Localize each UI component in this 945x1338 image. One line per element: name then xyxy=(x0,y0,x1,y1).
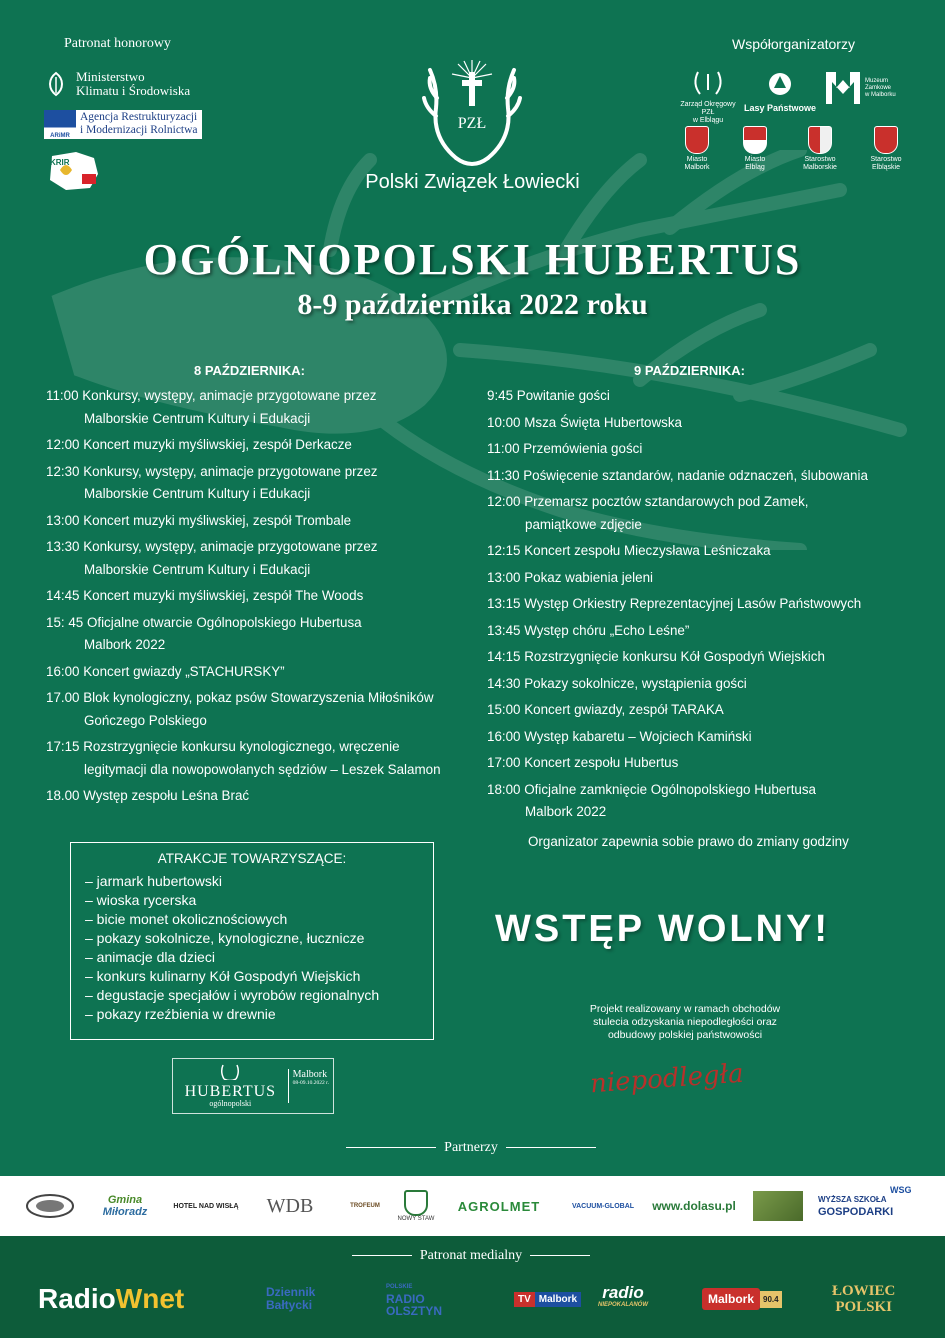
tv-badge: TV xyxy=(514,1292,535,1307)
muzeum-line1: Muzeum xyxy=(865,77,889,84)
partners-label xyxy=(330,1140,612,1156)
hubertus-logo-sub: ogólnopolski xyxy=(209,1099,252,1108)
wsg-line1: WYŻSZA SZKOŁA xyxy=(818,1195,887,1204)
partner-hotel-nad-wisla: HOTEL NAD WISŁĄ xyxy=(173,1202,239,1210)
olsztyn-line2: RADIO xyxy=(386,1292,425,1306)
partner-gmina-miloradz xyxy=(92,1176,158,1236)
malbork-crest-icon xyxy=(685,126,709,154)
project-line2: stulecia odzyskania niepodległości oraz xyxy=(593,1016,777,1028)
day1-item: 11:00 Konkursy, występy, animacje przygotowane przez xyxy=(46,388,377,403)
day2-item-continuation: pamiątkowe zdjęcie xyxy=(525,516,642,532)
olsztyn-line3: OLSZTYN xyxy=(386,1304,442,1318)
partner-wdb: WDB xyxy=(266,1194,314,1217)
project-note xyxy=(540,1003,830,1042)
partner-forest-photo xyxy=(752,1176,804,1236)
attraction-item: – jarmark hubertowski xyxy=(85,873,222,889)
partners-strip xyxy=(0,1176,945,1236)
day1-item: 16:00 Koncert gwiazdy „STACHURSKY” xyxy=(46,663,285,679)
partner-agrolmet: AGROLMET xyxy=(457,1198,541,1214)
zarzad-okregowy-logo xyxy=(678,70,738,125)
media-dziennik-baltycki xyxy=(266,1276,315,1322)
partners-label-text: Partnerzy xyxy=(444,1140,498,1155)
media-radio-wnet xyxy=(38,1276,184,1322)
niepokalanow-line1: radio xyxy=(602,1283,644,1302)
free-entry: WSTĘP WOLNY! xyxy=(495,908,831,950)
media-radio-malbork xyxy=(702,1276,782,1322)
media-label xyxy=(330,1248,612,1264)
day1-item-continuation: legitymacji dla nowopowołanych sędziów – Leszek Salamon xyxy=(84,761,441,777)
starostwo-malborskie-crest-icon xyxy=(808,126,832,154)
day2-item: 14:30 Pokazy sokolnicze, wystąpienia gości xyxy=(487,675,747,691)
day1-item: 18.00 Występ zespołu Leśna Brać xyxy=(46,788,250,803)
ministry-logo xyxy=(44,70,190,98)
ministry-emblem-icon xyxy=(44,71,68,97)
arimr-logo xyxy=(44,110,202,139)
event-title: OGÓLNOPOLSKI HUBERTUS xyxy=(143,235,802,284)
ministry-name-line2: Klimatu i Środowiska xyxy=(76,83,191,98)
day2-item: 13:15 Występ Orkiestry Reprezentacyjnej Lasów Państwowych xyxy=(487,596,862,611)
wsg-abbr: WSG xyxy=(890,1185,912,1195)
media-label-text: Patronat medialny xyxy=(419,1248,523,1263)
gmina-line2: Miłoradz xyxy=(102,1206,148,1218)
zarzad-line2: w Elblągu xyxy=(692,117,724,124)
muzeum-zamkowe-logo xyxy=(824,70,896,106)
ministry-name-line1: Ministerstwo xyxy=(76,69,145,84)
day1-item: 17:15 Rozstrzygnięcie konkursu kynologicznego, wręczenie xyxy=(46,739,400,754)
day2-item: 13:45 Występ chóru „Echo Leśne” xyxy=(487,622,690,638)
day2-item: 12:15 Koncert zespołu Mieczysława Leśniczaka xyxy=(487,543,771,558)
niepokalanow-line2: NIEPOKALANÓW xyxy=(598,1302,648,1308)
lasy-panstwowe-logo xyxy=(742,72,818,113)
attraction-item: – degustacje specjałów i wyrobów regionalnych xyxy=(85,987,380,1003)
attraction-item: – konkurs kulinarny Kół Gospodyń Wiejskich xyxy=(85,968,361,984)
zarzad-antlers-icon xyxy=(678,70,738,96)
lowiec-line1: ŁOWIEC xyxy=(832,1283,896,1299)
starostwo-elblaskie-crest-icon xyxy=(874,126,898,154)
miasto-malbork-line2: Malbork xyxy=(684,164,710,171)
partner-dolasu: www.dolasu.pl xyxy=(652,1199,736,1213)
day2-item: 9:45 Powitanie gości xyxy=(487,388,610,403)
hubertus-logo-date: 08-09.10.2022 r. xyxy=(292,1080,329,1086)
media-radio-niepokalanow xyxy=(598,1276,648,1322)
day2-item: 13:00 Pokaz wabienia jeleni xyxy=(487,569,654,585)
niepodlegla-signature: niepodległa xyxy=(589,1058,745,1100)
schedule-change-note: Organizator zapewnia sobie prawo do zmiany godziny xyxy=(528,834,849,849)
media-lowiec-polski xyxy=(832,1276,895,1322)
partner-vacuum-global: VACUUM-GLOBAL xyxy=(571,1202,635,1210)
day2-item: 11:30 Poświęcenie sztandarów, nadanie odznaczeń, ślubowania xyxy=(487,467,868,483)
miasto-malbork-crest xyxy=(680,126,714,172)
day1-item: 12:30 Konkursy, występy, animacje przygotowane przez xyxy=(46,463,378,479)
project-line3: odbudowy polskiej państwowości xyxy=(607,1029,763,1041)
radio-malbork-badge: Malbork xyxy=(702,1288,760,1310)
starostwo-elblaskie-crest xyxy=(866,126,906,172)
tv-badge-2: Malbork xyxy=(535,1292,581,1307)
day2-item: 15:00 Koncert gwiazdy, zespół TARAKA xyxy=(487,702,724,717)
day2-item: 14:15 Rozstrzygnięcie konkursu Kół Gospodyń Wiejskich xyxy=(487,649,825,664)
day1-item-continuation: Malborskie Centrum Kultury i Edukacji xyxy=(84,561,311,577)
gmina-line1: Gmina xyxy=(107,1194,143,1206)
day2-item: 16:00 Występ kabaretu – Wojciech Kamiński xyxy=(487,728,752,744)
starostwo-elblaskie-line1: Starostwo xyxy=(870,156,902,163)
dziennik-line1: Dziennik xyxy=(266,1285,316,1299)
arimr-name-line1: Agencja Restrukturyzacji xyxy=(80,111,198,123)
day1-heading: 8 PAŹDZIERNIKA: xyxy=(194,363,305,378)
arimr-name-line2: i Modernizacji Rolnictwa xyxy=(80,124,198,136)
attractions-title: ATRAKCJE TOWARZYSZĄCE: xyxy=(157,851,347,866)
pzl-deer-antlers-icon xyxy=(422,58,522,170)
hubertus-antlers-icon xyxy=(218,1064,242,1080)
miasto-elblag-line1: Miasto xyxy=(744,156,766,163)
day2-item: 17:00 Koncert zespołu Hubertus xyxy=(487,755,679,770)
attraction-item: – animacje dla dzieci xyxy=(85,949,215,965)
day2-item-continuation: Malbork 2022 xyxy=(525,804,607,819)
project-line1: Projekt realizowany w ramach obchodów xyxy=(589,1003,781,1015)
partner-seal-logo xyxy=(22,1176,78,1236)
miasto-elblag-crest xyxy=(738,126,772,172)
day1-item-continuation: Malborskie Centrum Kultury i Edukacji xyxy=(84,410,311,426)
starostwo-malborskie-line1: Starostwo xyxy=(804,156,836,163)
nowy-staw-crest-icon xyxy=(404,1190,428,1216)
starostwo-elblaskie-line2: Elbląskie xyxy=(871,164,900,171)
media-tv-malbork xyxy=(514,1276,581,1322)
elblag-crest-icon xyxy=(743,126,767,154)
forest-photo-icon xyxy=(753,1191,803,1221)
lasy-name: Lasy Państwowe xyxy=(743,103,817,113)
pzl-name: Polski Związek Łowiecki xyxy=(365,171,580,193)
attraction-item: – wioska rycerska xyxy=(85,892,197,908)
muzeum-line3: w Malborku xyxy=(865,91,896,98)
wsg-line2: GOSPODARKI xyxy=(818,1206,894,1218)
day1-item: 13:00 Koncert muzyki myśliwskiej, zespół Trombale xyxy=(46,512,352,528)
starostwo-malborskie-line2: Malborskie xyxy=(803,164,837,171)
day2-item: 11:00 Przemówienia gości xyxy=(487,441,643,456)
radio-wnet-part2: Wnet xyxy=(115,1283,185,1314)
hubertus-logo-place: Malbork xyxy=(292,1069,328,1080)
day2-schedule xyxy=(487,383,907,826)
media-radio-olsztyn xyxy=(386,1276,442,1322)
arimr-emblem-icon: ARiMR xyxy=(44,110,76,139)
attraction-item: – bicie monet okolicznościowych xyxy=(85,911,288,927)
dziennik-line2: Bałtycki xyxy=(266,1298,313,1312)
olsztyn-line1: POLSKIE xyxy=(386,1284,413,1290)
event-dates: 8-9 października 2022 roku xyxy=(297,288,648,321)
partner-seal-icon xyxy=(25,1193,75,1219)
attractions-list xyxy=(85,872,433,1024)
radio-malbork-freq: 90.4 xyxy=(760,1291,782,1308)
attraction-item: – pokazy rzeźbienia w drewnie xyxy=(85,1006,276,1022)
day1-item: 13:30 Konkursy, występy, animacje przygotowane przez xyxy=(46,539,378,554)
day2-item: 10:00 Msza Święta Hubertowska xyxy=(487,414,683,430)
muzeum-line2: Zamkowe xyxy=(865,84,892,91)
day2-heading: 9 PAŹDZIERNIKA: xyxy=(634,363,745,378)
partner-wsg xyxy=(818,1176,924,1236)
nowy-staw-text: NOWY STAW xyxy=(397,1216,435,1222)
lowiec-line2: POLSKI xyxy=(835,1299,893,1315)
day1-item: 12:00 Koncert muzyki myśliwskiej, zespół Derkacze xyxy=(46,437,352,452)
starostwo-malborskie-crest xyxy=(800,126,840,172)
day2-item: 18:00 Oficjalne zamknięcie Ogólnopolskiego Hubertusa xyxy=(487,781,817,797)
miasto-elblag-line2: Elbląg xyxy=(745,164,765,171)
day1-item-continuation: Malborskie Centrum Kultury i Edukacji xyxy=(84,486,311,501)
zarzad-line1: Zarząd Okręgowy PZŁ xyxy=(680,101,736,116)
day2-item: 12:00 Przemarsz pocztów sztandarowych pod Zamek, xyxy=(487,494,809,509)
day1-item: 14:45 Koncert muzyki myśliwskiej, zespół The Woods xyxy=(46,588,364,603)
day1-schedule xyxy=(46,383,466,810)
day1-item: 17.00 Blok kynologiczny, pokaz psów Stowarzyszenia Miłośników xyxy=(46,690,434,705)
hubertus-logo xyxy=(172,1058,334,1114)
hubertus-logo-name: HUBERTUS xyxy=(184,1083,277,1100)
attractions-box xyxy=(70,842,434,1040)
wspolorganizatorzy-label: Współorganizatorzy xyxy=(732,36,855,52)
partner-trofeum: TROFEUM xyxy=(350,1203,380,1209)
krir-text: KRIR xyxy=(50,158,70,167)
radio-wnet-part1: Radio xyxy=(38,1283,116,1314)
partner-nowy-staw xyxy=(396,1176,436,1236)
day1-item-continuation: Malbork 2022 xyxy=(84,637,166,652)
lasy-tree-icon xyxy=(767,72,793,96)
day1-item-continuation: Gończego Polskiego xyxy=(84,712,207,728)
muzeum-m-icon xyxy=(824,70,862,106)
miasto-malbork-line1: Miasto xyxy=(686,156,708,163)
attraction-item: – pokazy sokolnicze, kynologiczne, łucznicze xyxy=(85,930,365,946)
pzl-abbr-text: PZŁ xyxy=(457,115,487,132)
day1-item: 15: 45 Oficjalne otwarcie Ogólnopolskiego Hubertusa xyxy=(46,614,362,630)
patronat-honorowy-label: Patronat honorowy xyxy=(64,36,171,51)
